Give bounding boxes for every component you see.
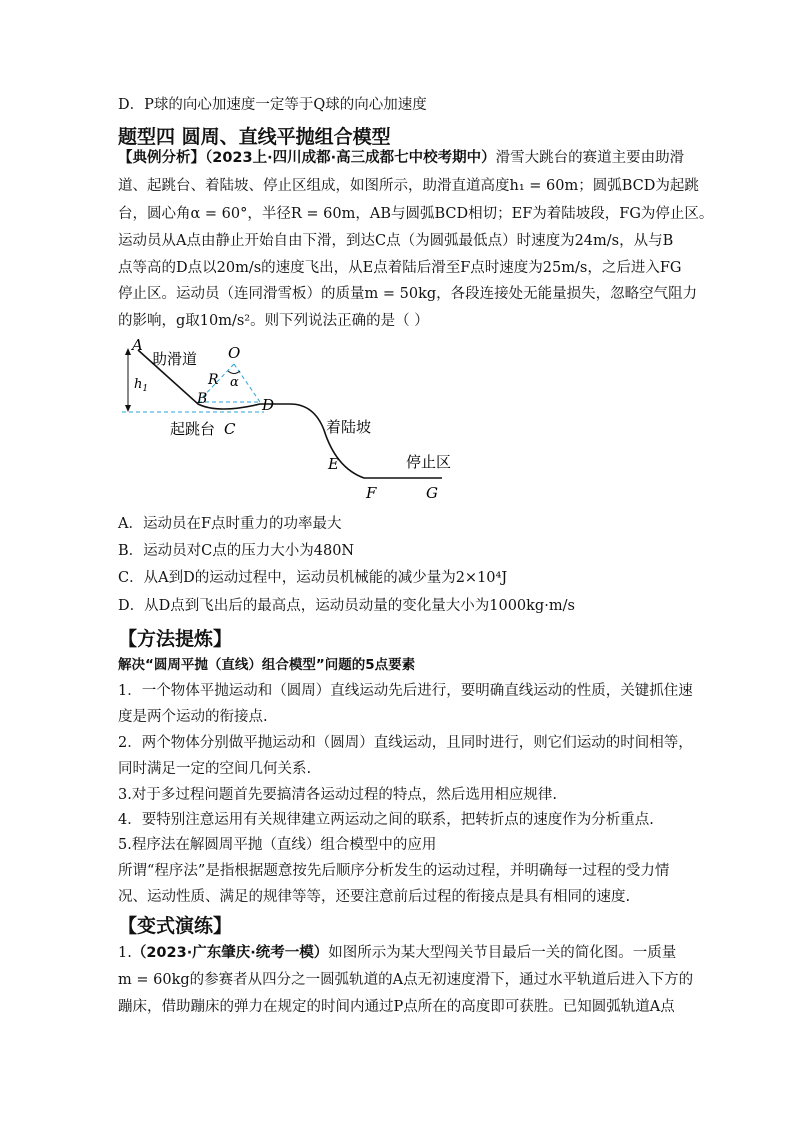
method-6b: 况、运动性质、满足的规律等等，还要注意前后过程的衔接点是具有相同的速度. [118, 889, 631, 905]
label-landing: 着陆坡 [326, 418, 372, 436]
label-jump: 起跳台 [170, 420, 216, 438]
practice-number: 1. [118, 945, 132, 961]
practice-line-3: 蹦床，借助蹦床的弹力在规定的时间内通过P点所在的高度即可获胜。已知圆弧轨道A点 [118, 999, 675, 1015]
example-line-5: 点等高的D点以20m/s的速度飞出，从E点着陆后滑至F点时速度为25m/s，之后进入FG [118, 260, 682, 276]
label-alpha: α [230, 375, 239, 390]
method-1a: 1．一个物体平抛运动和（圆周）直线运动先后进行，要明确直线运动的性质，关键抓住速 [118, 683, 693, 699]
track-path [138, 350, 442, 478]
label-a: A [132, 338, 143, 354]
ski-jump-figure [118, 338, 458, 508]
option-a: A．运动员在F点时重力的功率最大 [118, 516, 342, 532]
label-h1: $h_1$ [134, 377, 149, 394]
practice-line-1-text: 如图所示为某大型闯关节目最后一关的简化图。一质量 [328, 945, 677, 961]
label-b: B [197, 391, 208, 407]
label-o: O [228, 344, 241, 362]
example-line-1-text: 滑雪大跳台的赛道主要由助滑 [495, 150, 685, 166]
practice-line-1 [118, 943, 688, 963]
method-subtitle: 解决“圆周平抛（直线）组合模型”问题的5点要素 [118, 657, 416, 673]
option-b: B．运动员对C点的压力大小为480N [118, 543, 355, 559]
label-r: R [208, 372, 219, 388]
angle-arc [228, 371, 240, 374]
example-line-1 [118, 148, 688, 168]
practice-line-2: m = 60kg的参赛者从四分之一圆弧轨道的A点无初速度滑下，通过水平轨道后进入下方的 [118, 972, 694, 988]
method-3: 3.对于多过程问题首先要搞清各运动过程的特点，然后选用相应规律. [118, 787, 557, 803]
method-5: 5.程序法在解圆周平抛（直线）组合模型中的应用 [118, 837, 437, 853]
label-e: E [328, 455, 339, 473]
method-1b: 度是两个运动的衔接点. [118, 709, 268, 725]
example-line-2: 道、起跳台、着陆坡、停止区组成，如图所示，助滑直道高度h₁ = 60m；圆弧BCD为起跳 [118, 178, 699, 194]
label-f: F [366, 484, 377, 502]
previous-option-d: D．P球的向心加速度一定等于Q球的向心加速度 [118, 97, 427, 113]
label-d: D [262, 396, 275, 414]
option-d: D．从D点到飞出后的最高点，运动员动量的变化量大小为1000kg·m/s [118, 598, 575, 614]
method-2a: 2．两个物体分别做平抛运动和（圆周）直线运动，且同时进行，则它们运动的时间相等， [118, 735, 693, 751]
example-line-7: 的影响，g取10m/s²。则下列说法正确的是（ ） [118, 313, 429, 329]
example-tag: 【典例分析】 [118, 150, 205, 166]
method-6a: 所谓“程序法”是指根据题意按先后顺序分析发生的运动过程，并明确每一过程的受力情 [118, 863, 670, 879]
example-line-4: 运动员从A点由静止开始自由下滑，到达C点（为圆弧最低点）时速度为24m/s，从与B [118, 233, 674, 249]
label-c: C [224, 420, 236, 438]
section-title: 题型四 圆周、直线平抛组合模型 [118, 126, 391, 148]
example-source: （2023上·四川成都·高三成都七中校考期中） [205, 150, 496, 166]
practice-source: （2023·广东肇庆·统考一模） [131, 945, 329, 961]
example-line-3: 台，圆心角α = 60°，半径R = 60m，AB与圆弧BCD相切；EF为着陆坡段，FG为停止区。 [118, 206, 714, 222]
method-2b: 同时满足一定的空间几何关系. [118, 761, 312, 777]
method-title: 【方法提炼】 [118, 628, 233, 650]
label-stop: 停止区 [406, 453, 452, 471]
option-c: C．从A到D的运动过程中，运动员机械能的减少量为2×10⁴J [118, 570, 508, 586]
example-line-6: 停止区。运动员（连同滑雪板）的质量m = 50kg，各段连接处无能量损失，忽略空气阻力 [118, 286, 698, 302]
method-4: 4．要特别注意运用有关规律建立两运动之间的联系，把转折点的速度作为分析重点. [118, 812, 654, 828]
practice-title: 【变式演练】 [118, 915, 233, 937]
label-run: 助滑道 [152, 350, 198, 368]
label-g: G [426, 484, 438, 502]
